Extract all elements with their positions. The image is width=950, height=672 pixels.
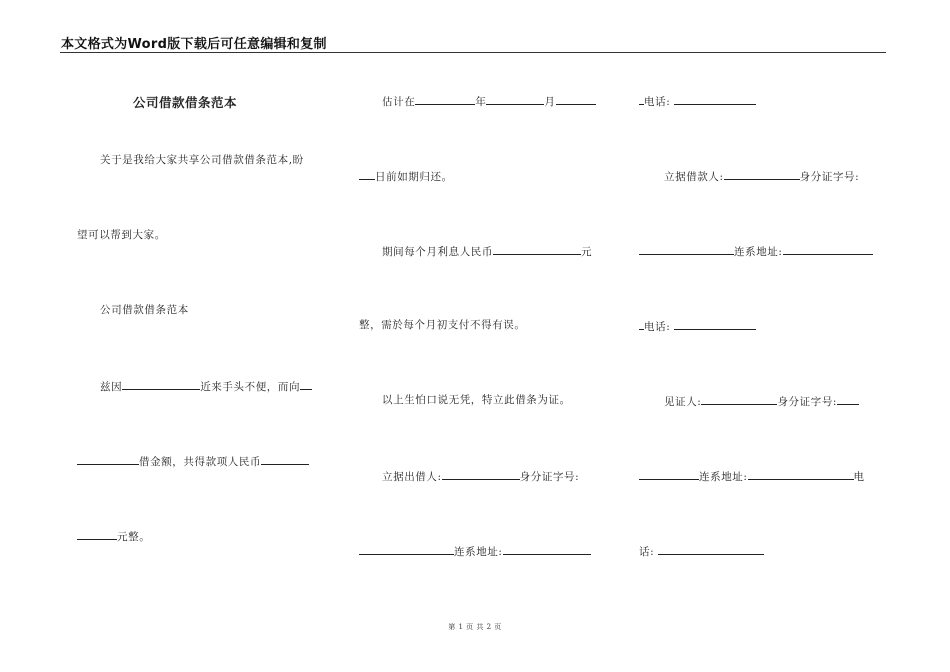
blank-field — [122, 378, 200, 390]
text-segment: 立据出借人: — [382, 471, 442, 483]
blank-field — [359, 543, 454, 555]
text-segment: 电话: — [644, 96, 671, 108]
text-segment: 年 — [475, 96, 487, 108]
text-segment: 连系地址: — [734, 246, 783, 258]
col3-line-7 — [639, 543, 764, 559]
text-segment: 身分证字号: — [799, 171, 860, 183]
col2-line-6 — [382, 468, 579, 484]
blank-field — [77, 528, 117, 540]
page-footer: 第 1 页 共 2 页 — [448, 623, 502, 631]
col3-line-3 — [639, 243, 873, 259]
text-segment: 身分证字号: — [777, 396, 838, 408]
col3-line-1 — [639, 93, 756, 109]
section-subtitle: 公司借款借条范本 — [100, 304, 189, 316]
text-segment: 近来手头不便，而向 — [200, 381, 301, 393]
blank-field — [837, 393, 859, 405]
intro-line-2: 望可以帮到大家。 — [77, 229, 166, 241]
text-segment: 借金额，共得款项人民币 — [139, 456, 262, 468]
blank-field — [415, 93, 475, 105]
blank-field — [261, 453, 309, 465]
text-segment: 连系地址: — [699, 471, 748, 483]
blank-field — [556, 93, 596, 105]
blank-field — [359, 168, 375, 180]
col3-line-5 — [664, 393, 859, 409]
text-segment: 电话: — [644, 321, 671, 333]
blank-field — [486, 93, 544, 105]
text-segment: 元 — [581, 246, 593, 258]
blank-field — [748, 468, 854, 480]
col2-line-2 — [359, 168, 453, 184]
blank-field — [724, 168, 800, 180]
blank-field — [674, 318, 756, 330]
text-segment: 兹因 — [100, 381, 123, 393]
intro-line-1: 关于是我给大家共享公司借款借条范本,盼 — [100, 154, 304, 166]
text-segment: 连系地址: — [454, 546, 503, 558]
col2-line-3 — [382, 243, 592, 259]
blank-field — [658, 543, 764, 555]
blank-field — [300, 378, 312, 390]
text-segment: 期间每个月利息人民币 — [382, 246, 493, 258]
document-title: 公司借款借条范本 — [133, 95, 238, 110]
text-segment: 话: — [639, 546, 655, 558]
blank-field — [442, 468, 520, 480]
blank-field — [77, 453, 139, 465]
col3-line-2 — [664, 168, 859, 184]
col1-line-3 — [77, 528, 150, 544]
blank-field — [783, 243, 873, 255]
col2-line-4: 整，需於每个月初支付不得有误。 — [359, 319, 526, 331]
text-segment: 见证人: — [664, 396, 702, 408]
blank-field — [701, 393, 777, 405]
header-divider — [60, 52, 886, 53]
col2-line-1 — [382, 93, 596, 109]
col2-line-7 — [359, 543, 591, 559]
text-segment: 元整。 — [117, 531, 151, 543]
blank-field — [639, 243, 734, 255]
text-segment: 身分证字号: — [519, 471, 580, 483]
col3-line-4 — [639, 318, 756, 334]
blank-field — [503, 543, 591, 555]
text-segment: 月 — [544, 96, 556, 108]
col1-line-2 — [77, 453, 309, 469]
text-segment: 估计在 — [382, 96, 416, 108]
text-segment: 日前如期归还。 — [375, 171, 453, 183]
col3-line-6 — [639, 468, 865, 484]
blank-field — [674, 93, 756, 105]
document-header: 本文格式为Word版下载后可任意编辑和复制 — [61, 37, 327, 52]
blank-field — [493, 243, 581, 255]
text-segment: 电 — [853, 471, 865, 483]
blank-field — [639, 468, 699, 480]
col1-line-1 — [100, 378, 312, 394]
text-segment: 立据借款人: — [664, 171, 724, 183]
col2-line-5: 以上生怕口说无凭，特立此借条为证。 — [382, 394, 571, 406]
